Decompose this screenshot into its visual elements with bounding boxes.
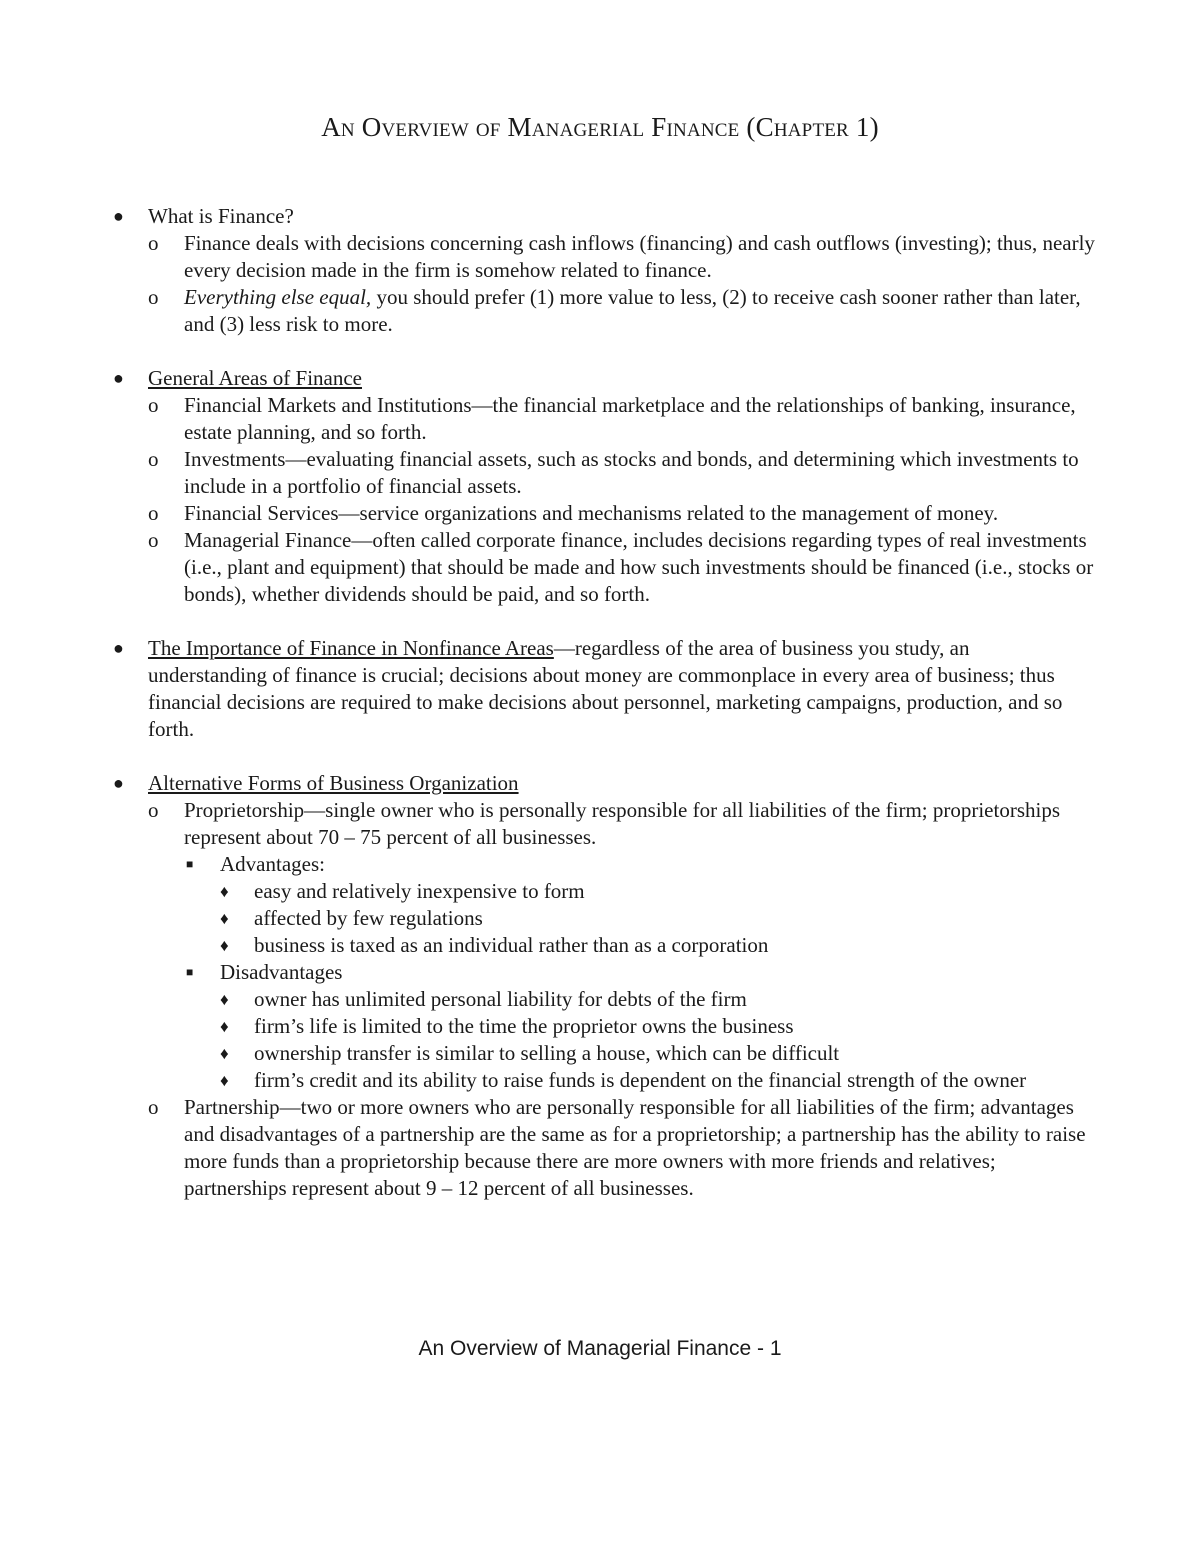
circle-bullet-icon: o (148, 798, 159, 822)
section-heading: The Importance of Finance in Nonfinance Areas (148, 636, 554, 660)
section-general-areas (0, 365, 1200, 608)
diamond-bullet-icon: ♦ (220, 936, 229, 955)
list-item (0, 527, 1200, 608)
item-text: firm’s life is limited to the time the proprietor owns the business (254, 1014, 794, 1038)
item-text: you should prefer (1) more value to less, (2) to receive cash sooner rather than later, and (3) less risk to more. (184, 285, 1081, 336)
item-text: firm’s credit and its ability to raise funds is dependent on the financial strength of the owner (254, 1068, 1027, 1092)
section-heading: Alternative Forms of Business Organization (148, 771, 519, 795)
circle-bullet-icon: o (148, 1095, 159, 1119)
item-text: Financial Markets and Institutions—the financial marketplace and the relationships of banking, insurance, estate planning, and so forth. (184, 393, 1076, 444)
item-text: Managerial Finance—often called corporate finance, includes decisions regarding types of real investments (i.e., plant and equipment) that should be made and how such investments should be financed (i.e., stocks or bonds), whether dividends should be paid, and so forth. (184, 528, 1094, 606)
bullet-icon: ● (113, 638, 124, 658)
list-item (0, 878, 1200, 905)
circle-bullet-icon: o (148, 501, 159, 525)
list-item (0, 446, 1200, 500)
item-text: Partnership—two or more owners who are personally responsible for all liabilities of the firm; advantages and disadvantages of a partnership are the same as for a proprietorship; a partnership has the ability to raise more funds than a proprietorship because there are more owners with more friends and relatives; partnerships represent about 9 – 12 percent of all businesses. (184, 1095, 1086, 1200)
list-item (0, 365, 1200, 392)
list-item (0, 500, 1200, 527)
diamond-bullet-icon: ♦ (220, 882, 229, 901)
diamond-bullet-icon: ♦ (220, 1071, 229, 1090)
item-text: —regardless of the area of business you study, an understanding of finance is crucial; decisions about money are commonplace in every area of business; thus financial decisions are required to make decisions about personnel, marketing campaigns, production, and so forth. (148, 636, 1063, 741)
item-text: Investments—evaluating financial assets, such as stocks and bonds, and determining which investments to include in a portfolio of financial assets. (184, 447, 1079, 498)
item-text: business is taxed as an individual rather than as a corporation (254, 933, 769, 957)
diamond-bullet-icon: ♦ (220, 990, 229, 1009)
list-item (0, 1067, 1200, 1094)
list-item (0, 770, 1200, 797)
list-item (0, 851, 1200, 878)
section-what-is-finance (0, 203, 1200, 338)
item-text: Proprietorship—single owner who is personally responsible for all liabilities of the firm; proprietorships represent about 70 – 75 percent of all businesses. (184, 798, 1061, 849)
list-item (0, 1013, 1200, 1040)
document-body (0, 203, 1200, 1229)
list-item (0, 797, 1200, 851)
list-item (0, 230, 1200, 284)
circle-bullet-icon: o (148, 393, 159, 417)
item-text: Financial Services—service organizations and mechanisms related to the management of money. (184, 501, 999, 525)
item-text: affected by few regulations (254, 906, 483, 930)
list-item (0, 986, 1200, 1013)
item-text: Disadvantages (220, 960, 343, 984)
bullet-icon: ● (113, 206, 124, 226)
bullet-icon: ● (113, 368, 124, 388)
circle-bullet-icon: o (148, 528, 159, 552)
item-text: easy and relatively inexpensive to form (254, 879, 585, 903)
square-bullet-icon: ■ (186, 857, 194, 871)
section-heading: What is Finance? (148, 204, 294, 228)
emphasis-text: Everything else equal, (184, 285, 372, 309)
item-text: owner has unlimited personal liability for debts of the firm (254, 987, 747, 1011)
section-importance (0, 635, 1200, 743)
item-text: Finance deals with decisions concerning cash inflows (financing) and cash outflows (investing); thus, nearly every decision made in the firm is somehow related to finance. (184, 231, 1095, 282)
circle-bullet-icon: o (148, 447, 159, 471)
page-footer: An Overview of Managerial Finance - 1 (418, 1337, 782, 1360)
page-title: An Overview of Managerial Finance (Chapter 1) (321, 112, 879, 142)
item-text: ownership transfer is similar to selling a house, which can be difficult (254, 1041, 840, 1065)
circle-bullet-icon: o (148, 231, 159, 255)
list-item (0, 203, 1200, 230)
list-item (0, 905, 1200, 932)
diamond-bullet-icon: ♦ (220, 1017, 229, 1036)
list-item (0, 932, 1200, 959)
list-item (0, 1094, 1200, 1202)
square-bullet-icon: ■ (186, 965, 194, 979)
list-item (0, 1040, 1200, 1067)
circle-bullet-icon: o (148, 285, 159, 309)
list-item (0, 392, 1200, 446)
diamond-bullet-icon: ♦ (220, 1044, 229, 1063)
list-item (0, 635, 1200, 743)
bullet-icon: ● (113, 773, 124, 793)
section-heading: General Areas of Finance (148, 366, 362, 390)
list-item (0, 284, 1200, 338)
item-text: Advantages: (220, 852, 325, 876)
diamond-bullet-icon: ♦ (220, 909, 229, 928)
section-business-forms (0, 770, 1200, 1202)
list-item (0, 959, 1200, 986)
